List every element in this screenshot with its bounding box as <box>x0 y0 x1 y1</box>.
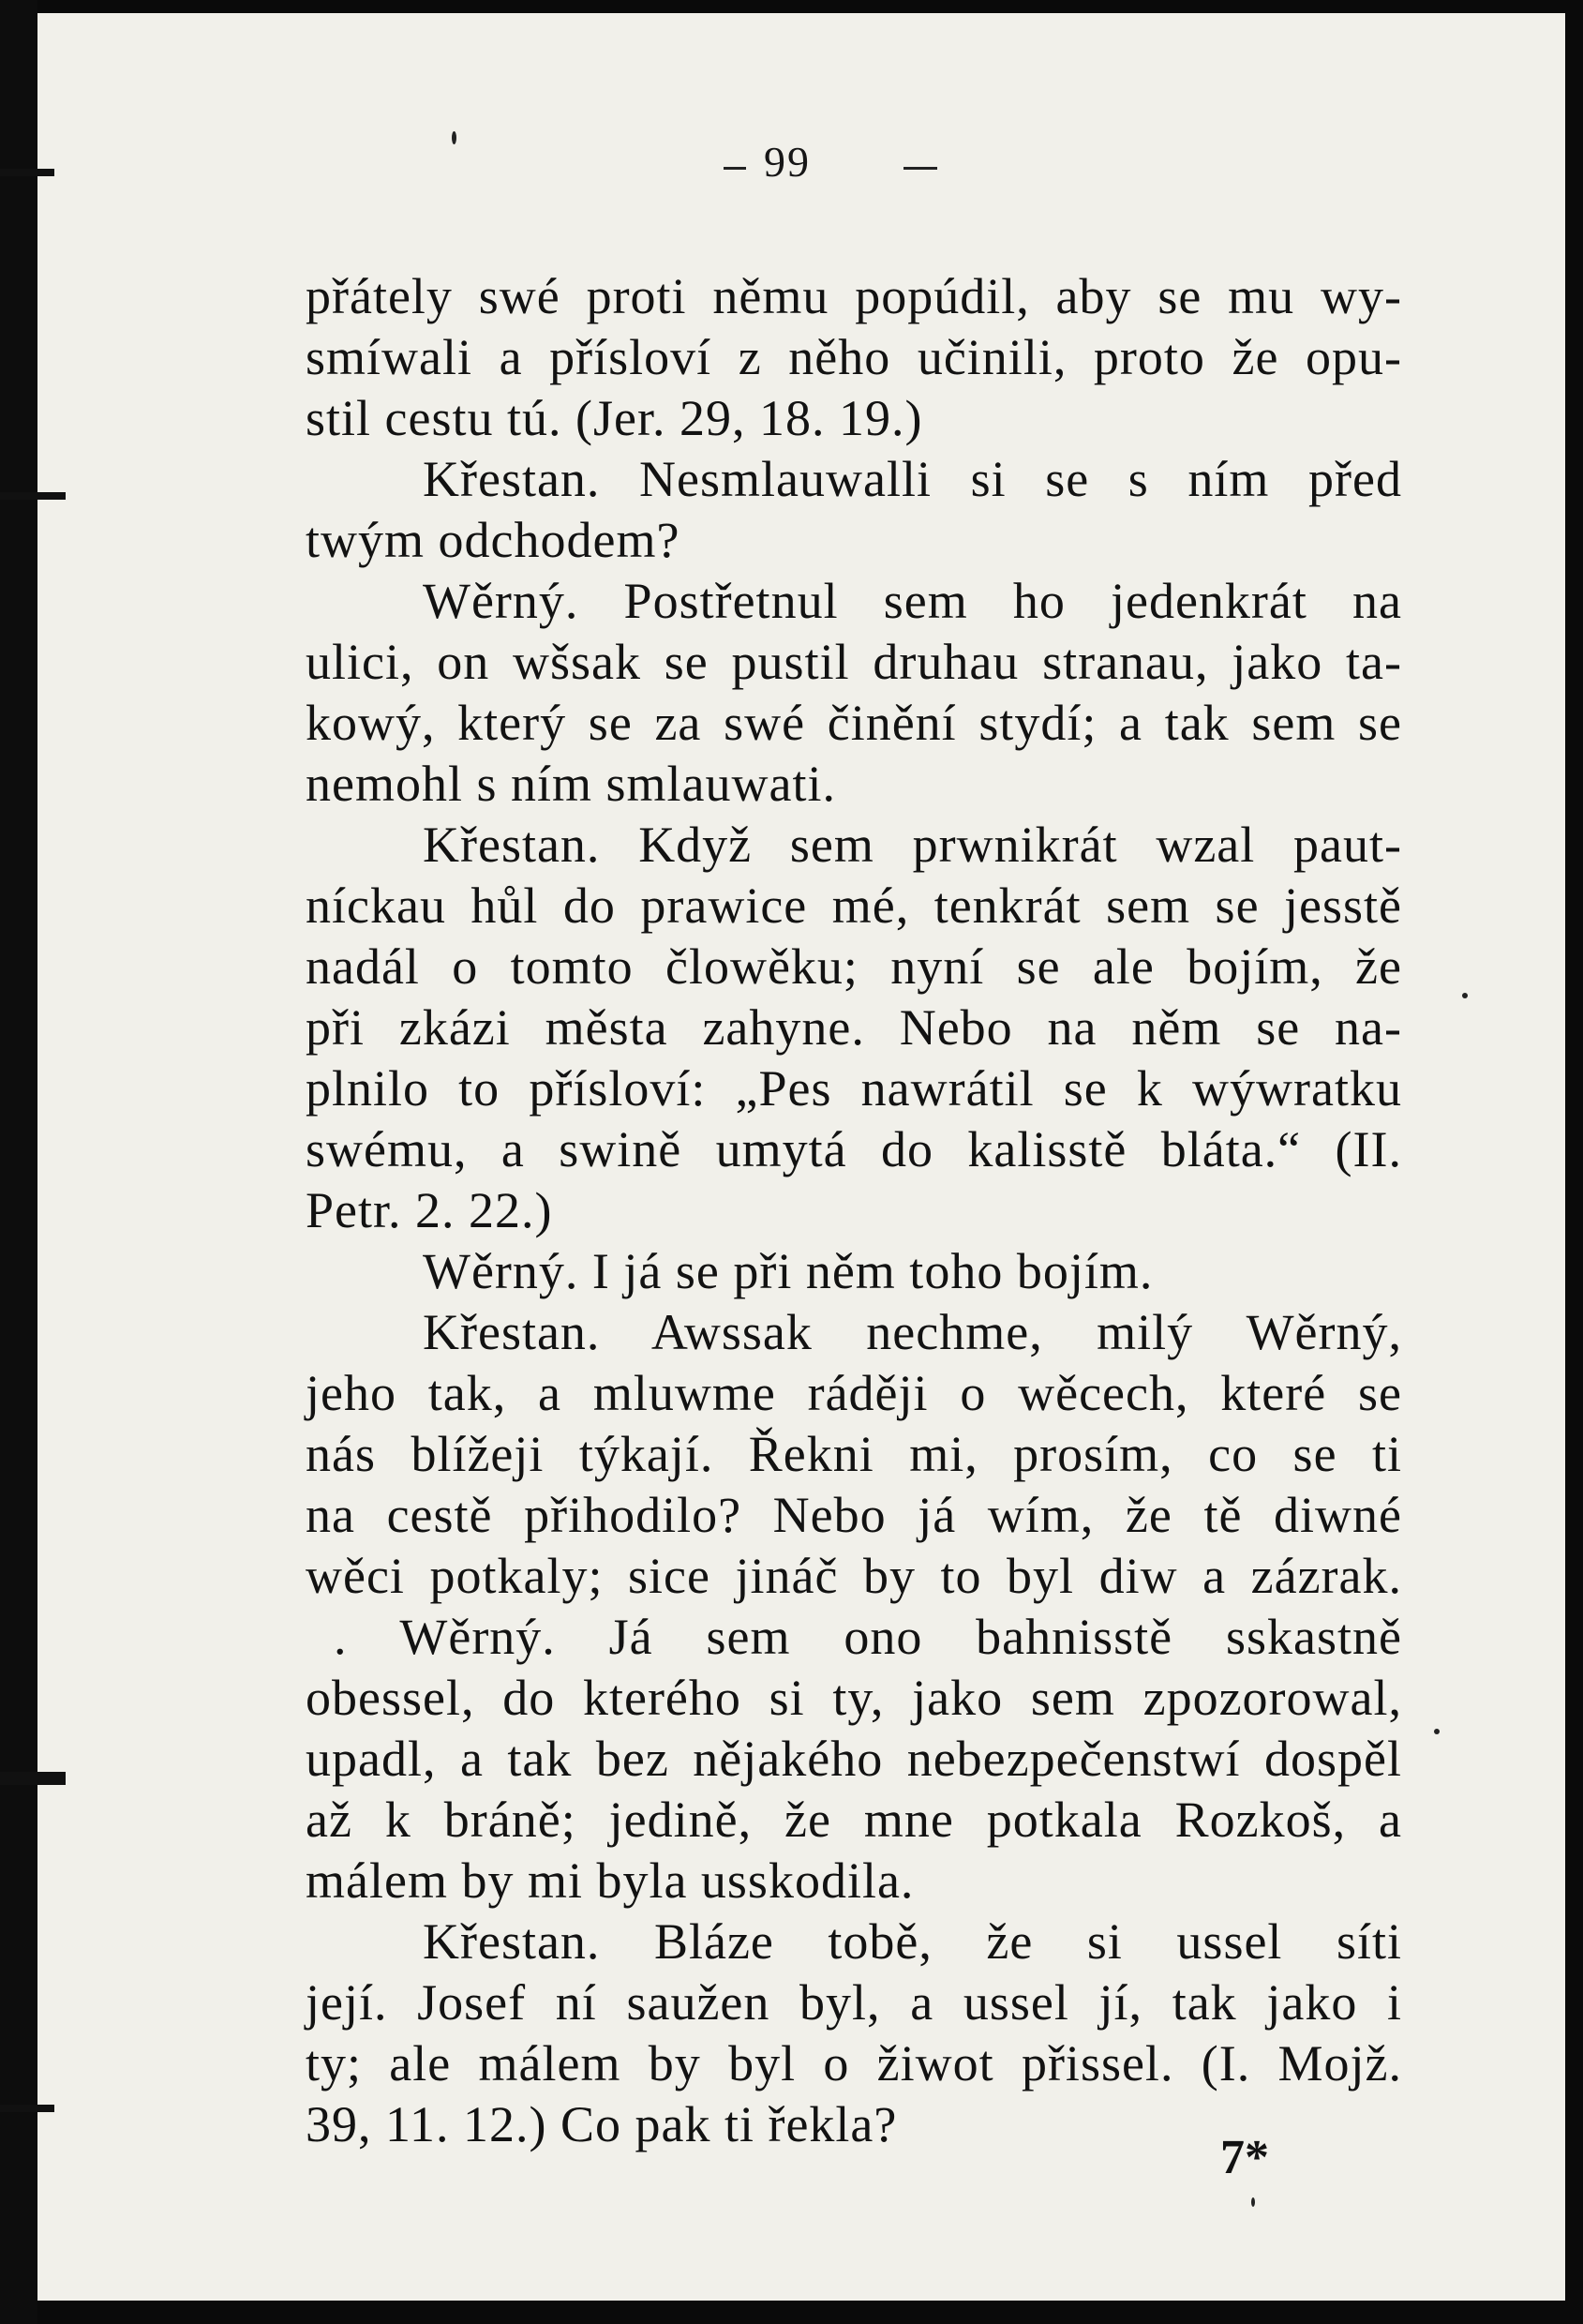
text-line: nadál o tomto člowěku; nyní se ale bojím, že <box>306 938 1402 995</box>
body-text <box>306 266 1402 2155</box>
text-line: její. Josef ní saužen byl, a ussel jí, tak jako i <box>306 1974 1402 2031</box>
text-line: na cestě přihodilo? Nebo já wím, že tě diwné <box>306 1487 1402 1543</box>
page-number: 99 <box>764 138 811 186</box>
book-page <box>28 13 1565 2301</box>
text-line: jeho tak, a mluwme ráději o wěcech, které se <box>306 1365 1402 1421</box>
text-line: twým odchodem? <box>306 512 680 568</box>
signature-mark: 7* <box>1220 2131 1269 2184</box>
text-line: swému, a swině umytá do kalisstě bláta.“ (II. <box>306 1121 1402 1177</box>
text-line: níckau hůl do prawice mé, tenkrát sem se jesstě <box>306 877 1402 934</box>
text-line: upadl, a tak bez nějakého nebezpečenstwí dospěl <box>306 1731 1402 1787</box>
text-line: obessel, do kterého si ty, jako sem zpozorowal, <box>306 1670 1402 1726</box>
spine-mark <box>0 2105 54 2112</box>
text-line: Wěrný. I já se při něm toho bojím. <box>423 1243 1154 1299</box>
text-line: ulici, on wšsak se pustil druhau stranau, jako ta- <box>306 634 1402 690</box>
text-line: 39, 11. 12.) Co pak ti řekla? <box>306 2096 898 2152</box>
book-spine-edge <box>0 0 37 2324</box>
text-line: Křestan. Nesmlauwalli si se s ním před <box>423 451 1402 507</box>
text-line: stil cestu tú. (Jer. 29, 18. 19.) <box>306 390 923 446</box>
spine-mark <box>0 169 54 176</box>
text-line: málem by mi byla usskodila. <box>306 1852 915 1909</box>
spine-mark <box>0 1772 66 1785</box>
text-line: smíwali a přísloví z něho učinili, proto že opu- <box>306 329 1402 385</box>
ink-speck <box>1462 993 1468 998</box>
text-line: Wěrný. Postřetnul sem ho jedenkrát na <box>423 573 1402 629</box>
ink-speck <box>452 131 456 144</box>
text-line: kowý, který se za swé činění stydí; a tak sem se <box>306 695 1402 751</box>
text-line: plnilo to přísloví: „Pes nawrátil se k wýwratku <box>306 1060 1402 1117</box>
ink-speck <box>1251 2197 1255 2207</box>
spine-mark <box>0 492 66 500</box>
ink-speck <box>1434 1729 1440 1734</box>
text-line: Křestan. Když sem prwnikrát wzal paut- <box>423 817 1402 873</box>
text-line: nás blížeji týkají. Řekni mi, prosím, co se ti <box>306 1426 1402 1482</box>
text-line: nemohl s ním smlauwati. <box>306 756 836 812</box>
text-line: až k bráně; jedině, že mne potkala Rozkoš, a <box>306 1792 1402 1848</box>
text-line: přátely swé proti němu popúdil, aby se mu wy- <box>306 268 1402 324</box>
text-line: Petr. 2. 22.) <box>306 1182 553 1238</box>
text-line: . Wěrný. Já sem ono bahnisstě sskastně <box>334 1609 1402 1665</box>
text-line: Křestan. Bláze tobě, že si ussel síti <box>423 1913 1402 1970</box>
header-dash-right <box>904 167 937 170</box>
text-line: ty; ale málem by byl o žiwot přissel. (I. Mojž. <box>306 2035 1402 2092</box>
text-line: při zkázi města zahyne. Nebo na něm se na- <box>306 999 1402 1056</box>
text-line: Křestan. Awssak nechme, milý Wěrný, <box>423 1304 1402 1360</box>
text-line: wěci potkaly; sice jináč by to byl diw a zázrak. <box>306 1548 1402 1604</box>
